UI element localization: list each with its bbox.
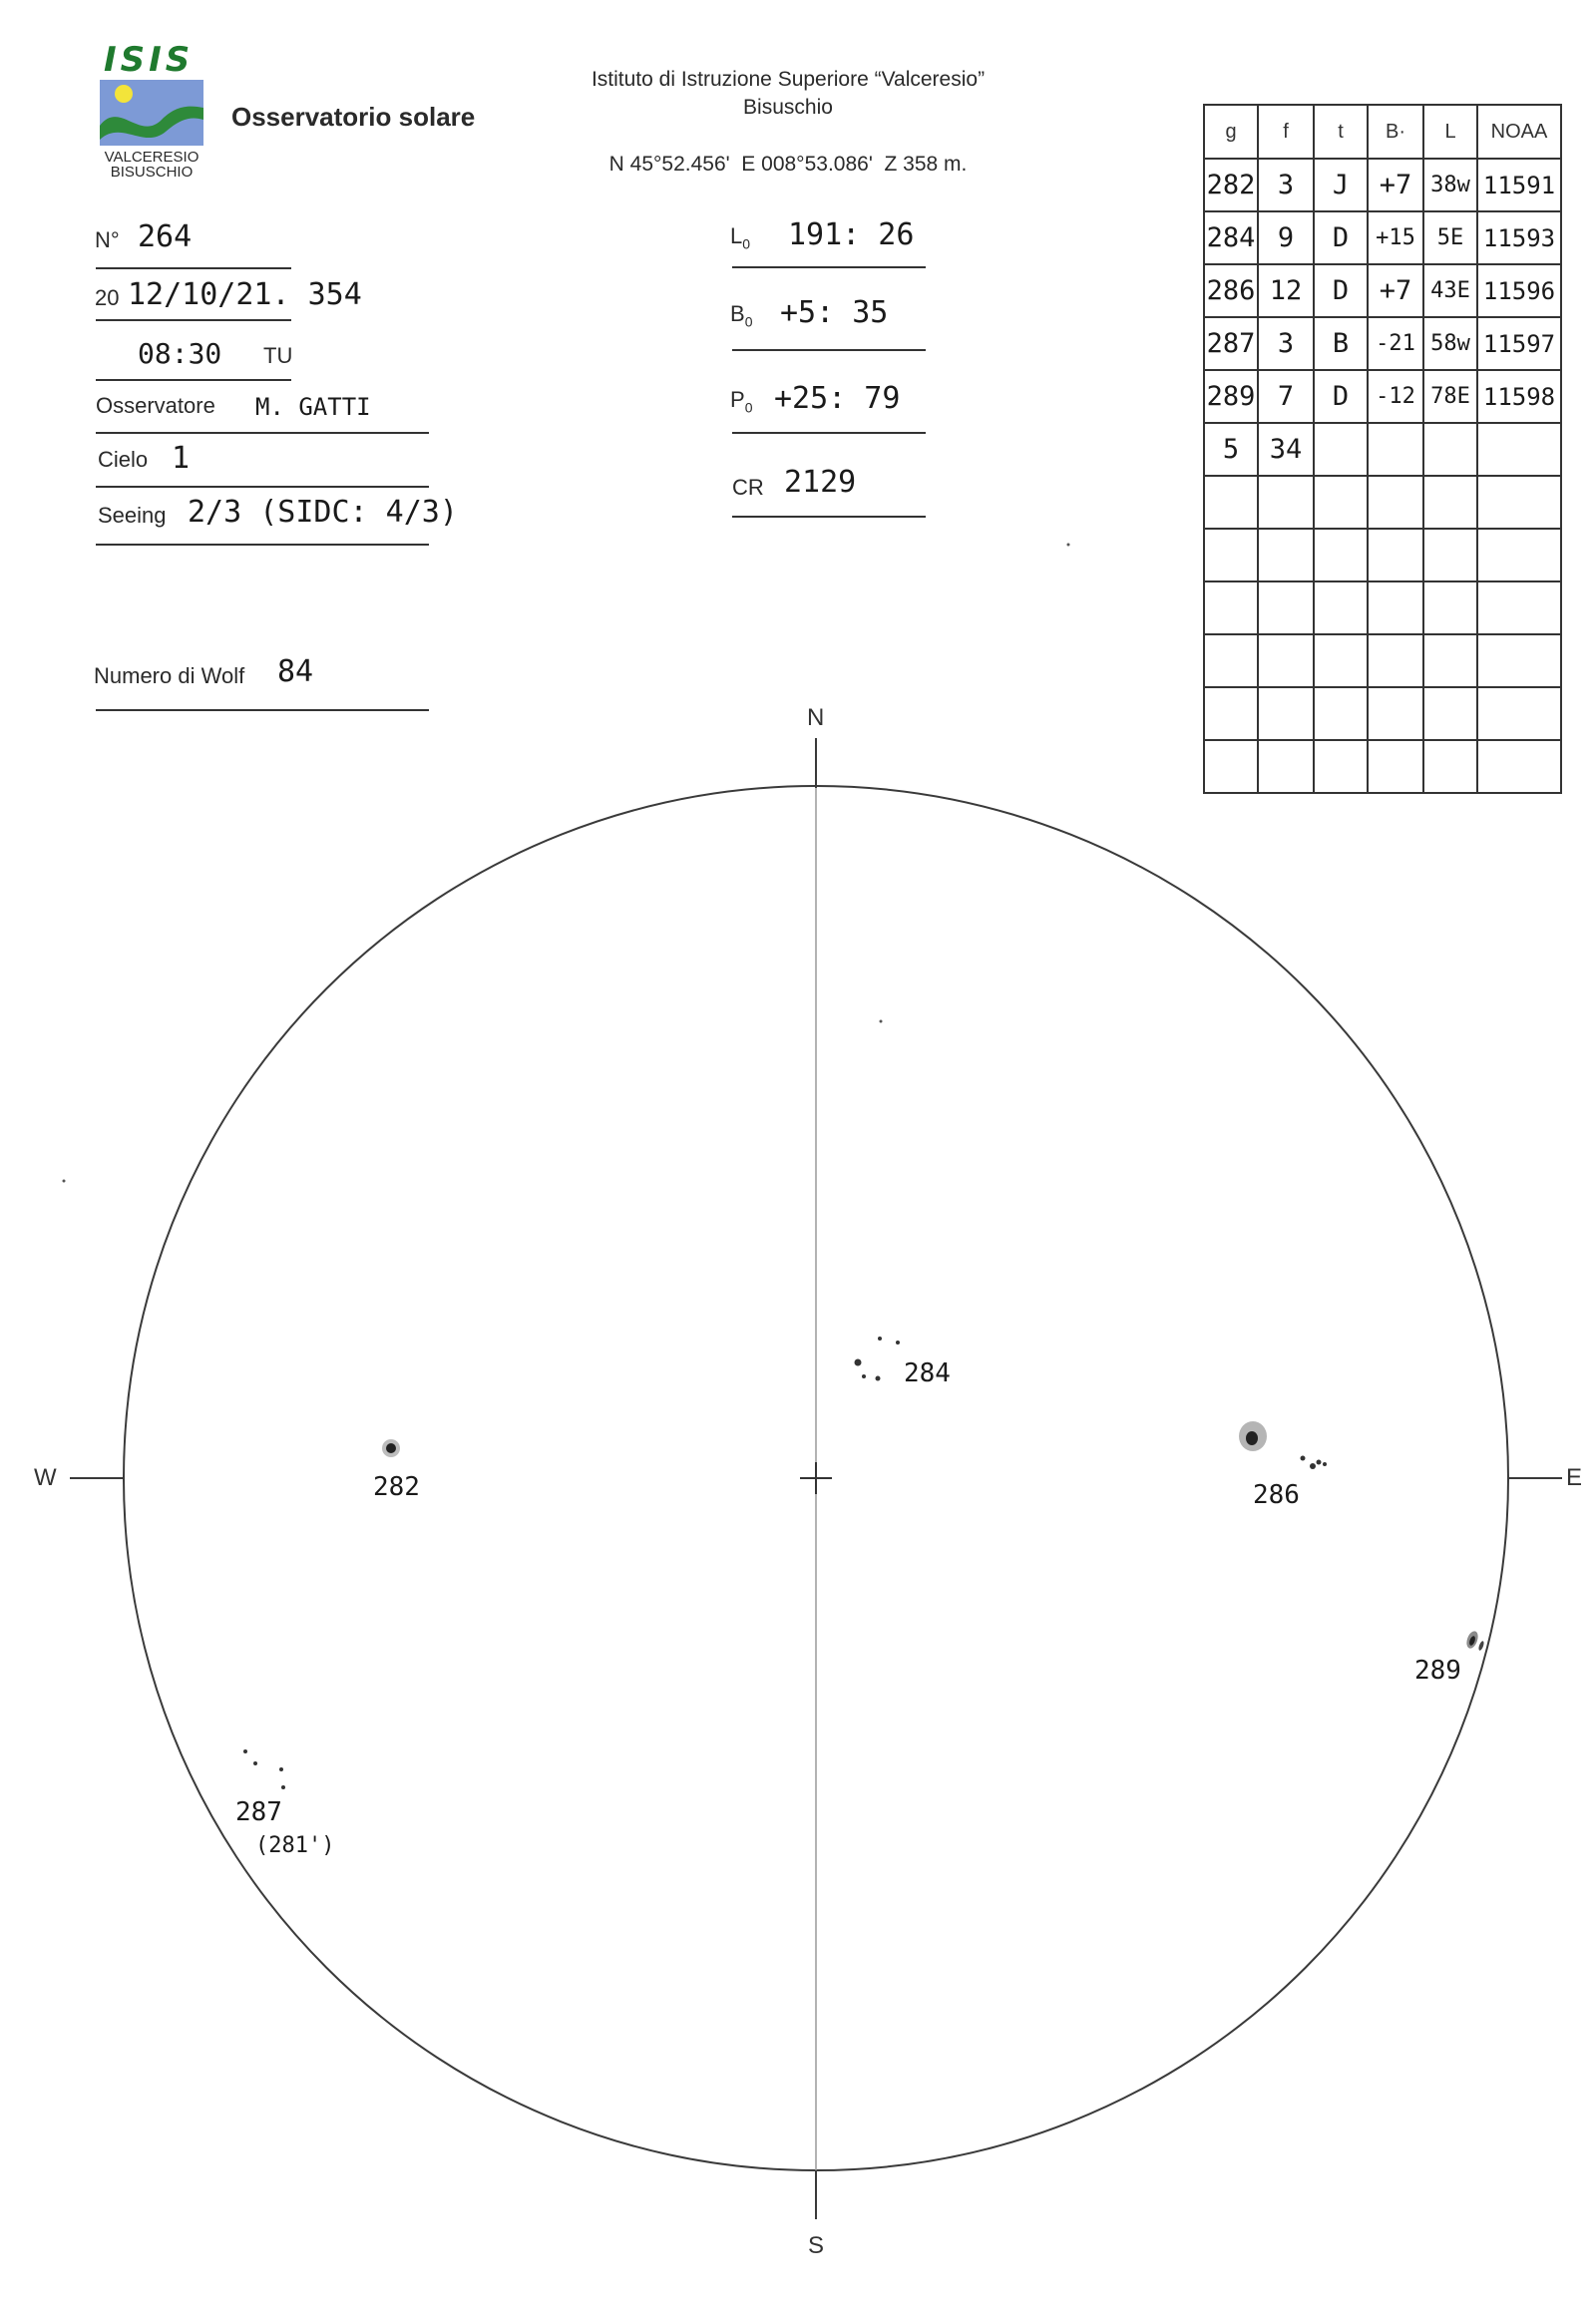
- south-label: S: [808, 2232, 825, 2259]
- wolf-value: 84: [277, 654, 314, 689]
- header-b: B·: [1368, 105, 1423, 159]
- header-l: L: [1423, 105, 1477, 159]
- b0-value: +5: 35: [780, 295, 889, 330]
- total-spots: 34: [1258, 423, 1314, 476]
- total-groups: 5: [1204, 423, 1258, 476]
- cell-l: 58w: [1423, 317, 1477, 370]
- cell-b: -21: [1368, 317, 1423, 370]
- header-f: f: [1258, 105, 1314, 159]
- cr-value: 2129: [784, 465, 857, 500]
- label-group-282: 282: [373, 1472, 420, 1502]
- cell-g: 287: [1204, 317, 1258, 370]
- cell-f: 3: [1258, 159, 1314, 211]
- b0-label: $B_0$: [730, 301, 753, 330]
- cell-g: 289: [1204, 370, 1258, 423]
- cell-b: +7: [1368, 264, 1423, 317]
- number-value: 264: [138, 219, 193, 254]
- time-value: 08:30: [138, 337, 222, 370]
- cell-noaa: 11591: [1477, 159, 1561, 211]
- north-label: N: [807, 704, 825, 731]
- cell-l: 78E: [1423, 370, 1477, 423]
- logo-line-1: VALCERESIO: [104, 149, 200, 166]
- sunspot-group-289: [1464, 1630, 1484, 1652]
- label-group-287: 287: [235, 1797, 282, 1827]
- header-g: g: [1204, 105, 1258, 159]
- sunspot-group-282: [382, 1439, 400, 1457]
- p0-label: $P_0$: [730, 387, 753, 416]
- cell-noaa: 11597: [1477, 317, 1561, 370]
- cell-t: D: [1314, 264, 1368, 317]
- cell-g: 284: [1204, 211, 1258, 264]
- cell-f: 12: [1258, 264, 1314, 317]
- institute-name: Istituto di Istruzione Superiore “Valceresio”: [591, 68, 986, 91]
- cell-l: 38w: [1423, 159, 1477, 211]
- l0-value: 191: 26: [788, 217, 915, 252]
- east-label: E: [1566, 1464, 1583, 1491]
- sunspot-group-286: [1239, 1421, 1327, 1469]
- seeing-value: 2/3 (SIDC: 4/3): [188, 495, 458, 530]
- sky-value: 1: [172, 441, 191, 476]
- logo-wordmark: ISIS: [104, 40, 195, 80]
- cell-t: D: [1314, 370, 1368, 423]
- cell-f: 3: [1258, 317, 1314, 370]
- cell-t: D: [1314, 211, 1368, 264]
- institute-town: Bisuschio: [743, 96, 833, 119]
- logo-line-2: BISUSCHIO: [110, 164, 194, 181]
- time-unit: TU: [263, 343, 293, 368]
- cell-l: 5E: [1423, 211, 1477, 264]
- date-value: 12/10/21. 354: [128, 277, 362, 312]
- cell-f: 9: [1258, 211, 1314, 264]
- sunspot-group-284: [855, 1337, 901, 1381]
- wolf-label: Numero di Wolf: [94, 663, 245, 688]
- sky-label: Cielo: [98, 447, 149, 472]
- cell-b: +15: [1368, 211, 1423, 264]
- cr-label: CR: [732, 475, 764, 500]
- cell-b: +7: [1368, 159, 1423, 211]
- cell-g: 286: [1204, 264, 1258, 317]
- cell-t: J: [1314, 159, 1368, 211]
- label-group-289: 289: [1414, 1656, 1461, 1686]
- label-group-287-alt: (281'): [255, 1833, 335, 1858]
- paper-speck: [1067, 544, 1070, 547]
- cell-l: 43E: [1423, 264, 1477, 317]
- site-coordinates: N 45°52.456' E 008°53.086' Z 358 m.: [608, 153, 968, 176]
- seeing-label: Seeing: [98, 503, 167, 528]
- label-group-286: 286: [1253, 1480, 1300, 1510]
- date-prefix: 20: [95, 285, 120, 310]
- sunspot-group-287: [243, 1749, 285, 1789]
- cell-b: -12: [1368, 370, 1423, 423]
- cell-g: 282: [1204, 159, 1258, 211]
- west-label: W: [34, 1464, 57, 1491]
- label-group-284: 284: [904, 1358, 951, 1388]
- paper-speck: [880, 1020, 883, 1023]
- cell-t: B: [1314, 317, 1368, 370]
- cell-noaa: 11596: [1477, 264, 1561, 317]
- paper-speck: [63, 1180, 66, 1183]
- number-label: N°: [95, 227, 120, 252]
- cell-noaa: 11593: [1477, 211, 1561, 264]
- p0-value: +25: 79: [774, 381, 901, 416]
- observatory-title: Osservatorio solare: [231, 102, 476, 132]
- cell-noaa: 11598: [1477, 370, 1561, 423]
- header-noaa: NOAA: [1477, 105, 1561, 159]
- cell-f: 7: [1258, 370, 1314, 423]
- l0-label: $L_0$: [730, 223, 751, 252]
- header-t: t: [1314, 105, 1368, 159]
- observer-value: M. GATTI: [255, 393, 371, 421]
- observer-label: Osservatore: [96, 393, 215, 418]
